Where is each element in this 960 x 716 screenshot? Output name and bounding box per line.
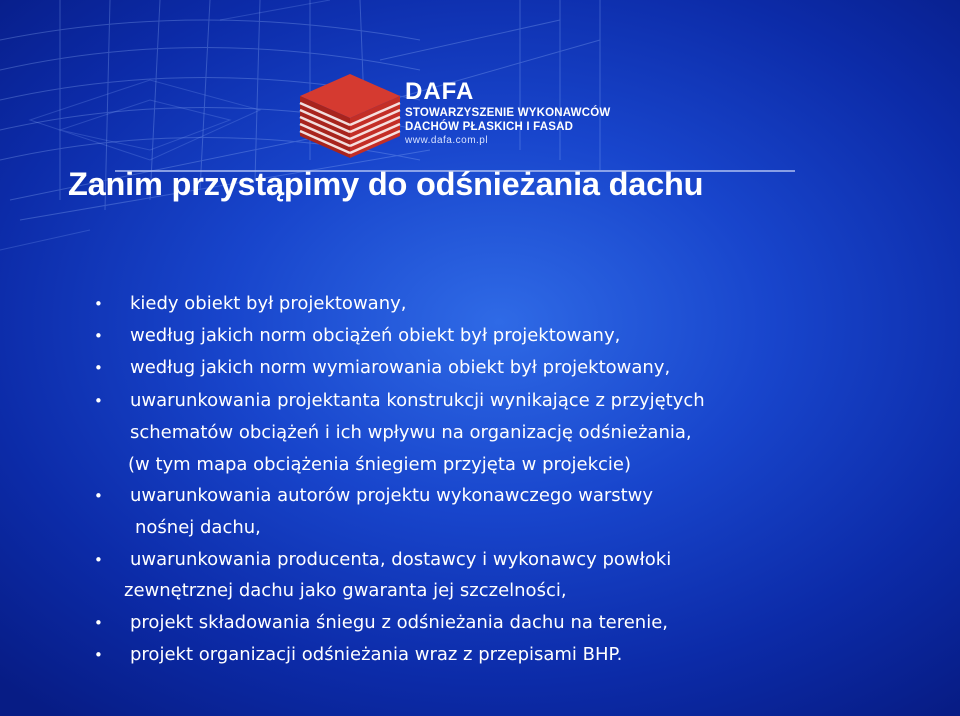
bullet-icon: • (94, 295, 103, 313)
list-item-continuation: nośnej dachu, (135, 517, 261, 538)
bullet-icon: • (94, 359, 103, 377)
list-item: projekt organizacji odśnieżania wraz z przepisami BHP. (130, 644, 623, 665)
list-item-continuation: (w tym mapa obciążenia śniegiem przyjęta w projekcie) (128, 454, 632, 475)
list-item-continuation: schematów obciążeń i ich wpływu na organizację odśnieżania, (130, 422, 692, 443)
list-item: uwarunkowania projektanta konstrukcji wynikające z przyjętych (130, 390, 705, 411)
logo-tagline-1: STOWARZYSZENIE WYKONAWCÓW (405, 107, 611, 119)
bullet-icon: • (94, 327, 103, 345)
bullet-icon: • (94, 392, 103, 410)
list-item: kiedy obiekt był projektowany, (130, 293, 407, 314)
logo-url: www.dafa.com.pl (405, 135, 489, 146)
slide-title: Zanim przystąpimy do odśnieżania dachu (68, 166, 704, 202)
list-item-continuation: zewnętrznej dachu jako gwaranta jej szczelności, (124, 580, 567, 601)
bullet-icon: • (94, 614, 103, 632)
dafa-logo (405, 78, 610, 148)
list-item: uwarunkowania producenta, dostawcy i wykonawcy powłoki (130, 549, 672, 570)
list-item: projekt składowania śniegu z odśnieżania dachu na terenie, (130, 612, 669, 633)
bullet-icon: • (94, 487, 103, 505)
list-item: według jakich norm obciążeń obiekt był projektowany, (130, 325, 621, 346)
logo-tagline-2: DACHÓW PŁASKICH I FASAD (405, 121, 574, 133)
list-item: uwarunkowania autorów projektu wykonawczego warstwy (130, 485, 654, 506)
logo-name: DAFA (405, 78, 475, 105)
bullet-icon: • (94, 646, 103, 664)
bullet-icon: • (94, 551, 103, 569)
list-item: według jakich norm wymiarowania obiekt był projektowany, (130, 357, 671, 378)
dafa-logo-icon (298, 70, 402, 160)
